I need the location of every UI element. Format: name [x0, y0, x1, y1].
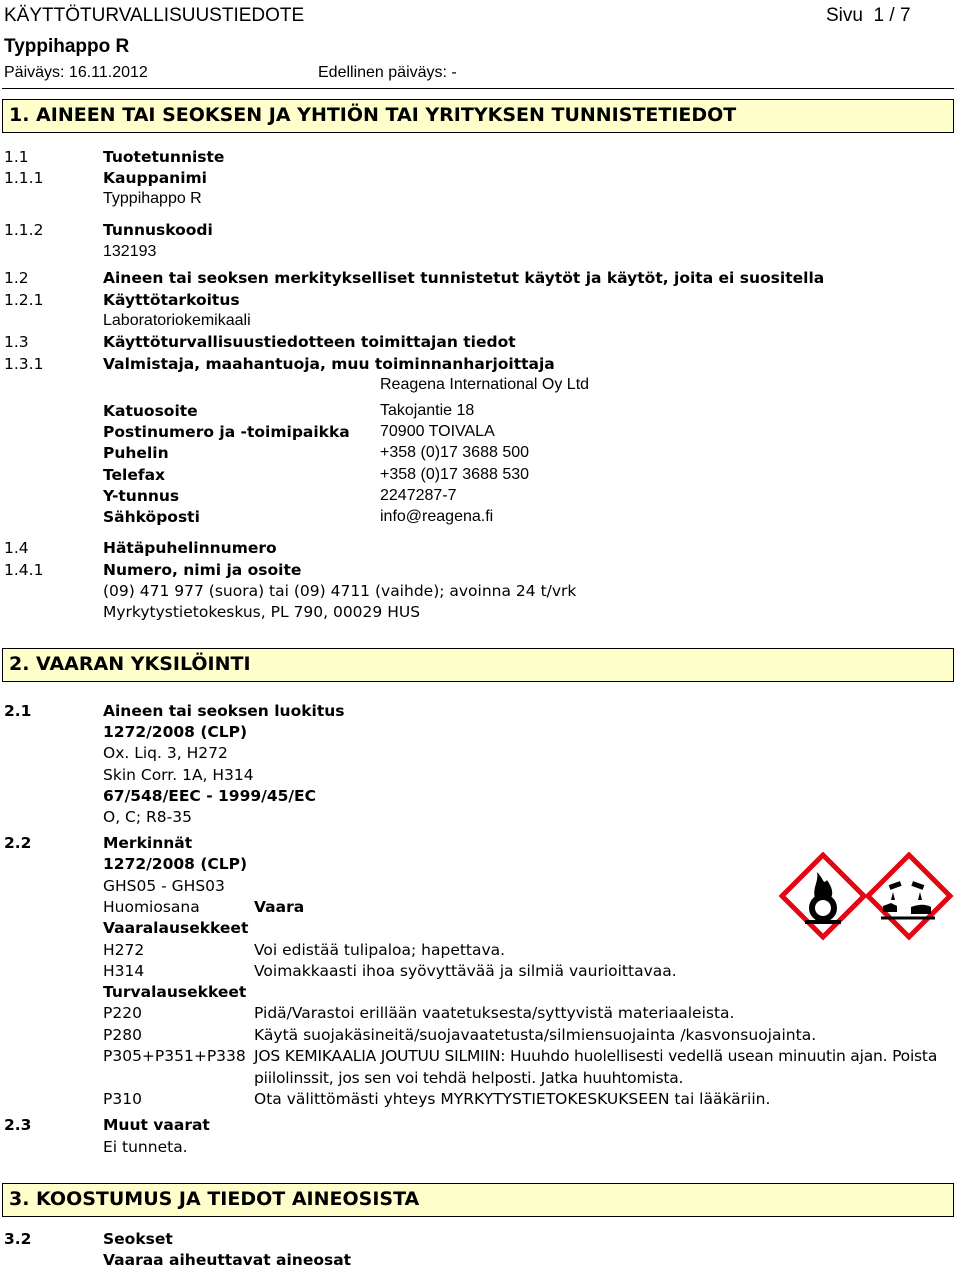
- precaution-text-p220: Pidä/Varastoi erillään vaatetuksesta/syttyvistä materiaaleista.: [254, 1004, 735, 1022]
- hazard-code-h272: H272: [103, 941, 145, 959]
- row-label-2-3: Muut vaarat: [103, 1116, 210, 1134]
- contact-label-email: Sähköposti: [103, 508, 200, 526]
- row-label-1-3-1: Valmistaja, maahantuoja, muu toiminnanharjoittaja: [103, 355, 555, 373]
- precaution-text-p305: JOS KEMIKAALIA JOUTUU SILMIIN: Huuhdo huolellisesti vedellä usean minuutin ajan. Poista piilolinssit, jos sen voi tehdä helposti. Jatka huuhtomista.: [254, 1047, 938, 1087]
- contact-label-postal: Postinumero ja -toimipaikka: [103, 423, 350, 441]
- row-label-1-1-1: Kauppanimi: [103, 169, 207, 187]
- contact-value-business-id: 2247287-7: [380, 487, 457, 504]
- hazard-code-h314: H314: [103, 962, 145, 980]
- eec-heading: 67/548/EEC - 1999/45/EC: [103, 787, 317, 805]
- precaution-code-p220: P220: [103, 1004, 142, 1022]
- previous-date-field: [318, 63, 457, 83]
- row-label-3-2: Seokset: [103, 1230, 173, 1248]
- ghs-codes: GHS05 - GHS03: [103, 877, 225, 895]
- row-label-1-3: Käyttöturvallisuustiedotteen toimittajan tiedot: [103, 333, 516, 351]
- row-label-1-1-2: Tunnuskoodi: [103, 221, 213, 239]
- contact-value-phone: +358 (0)17 3688 500: [380, 444, 530, 461]
- use-value: Laboratoriokemikaali: [103, 312, 251, 329]
- precaution-text-p280: Käytä suojakäsineitä/suojavaatetusta/silmiensuojainta /kasvonsuojainta.: [254, 1026, 817, 1044]
- contact-label-street: Katuosoite: [103, 402, 198, 420]
- labelling-clp-heading: 1272/2008 (CLP): [103, 855, 248, 873]
- section-2-title: 2. VAARAN YKSILÖINTI: [2, 648, 954, 682]
- page-total: 7: [899, 5, 911, 26]
- row-num-3-2: 3.2: [4, 1230, 32, 1248]
- contact-value-street: Takojantie 18: [380, 402, 475, 419]
- date-label: Päiväys:: [4, 64, 65, 81]
- precaution-code-p305: P305+P351+P338: [103, 1047, 246, 1065]
- row-num-1-2: 1.2: [4, 269, 29, 287]
- hazard-text-h272: Voi edistää tulipaloa; hapettava.: [254, 941, 506, 959]
- emergency-phone-text: (09) 471 977 (suora) tai (09) 4711 (vaihde); avoinna 24 t/vrk: [103, 582, 577, 600]
- row-label-1-4-1: Numero, nimi ja osoite: [103, 561, 302, 579]
- date-field: [4, 63, 148, 83]
- section-1-title: 1. AINEEN TAI SEOKSEN JA YHTIÖN TAI YRITYKSEN TUNNISTETIEDOT: [2, 99, 954, 133]
- signal-word-label: Huomiosana: [103, 898, 200, 916]
- clp-line-corrosive: Skin Corr. 1A, H314: [103, 766, 254, 784]
- row-num-2-2: 2.2: [4, 834, 32, 852]
- row-label-1-1: Tuotetunniste: [103, 148, 225, 166]
- row-num-1-3: 1.3: [4, 333, 29, 351]
- document-title: KÄYTTÖTURVALLISUUSTIEDOTE: [4, 5, 305, 26]
- contact-value-fax: +358 (0)17 3688 530: [380, 466, 530, 483]
- page-label: Sivu: [826, 5, 863, 26]
- eec-line: O, C; R8-35: [103, 808, 192, 826]
- clp-line-oxidizer: Ox. Liq. 3, H272: [103, 744, 228, 762]
- header-rule: [2, 88, 954, 89]
- page-indicator: [826, 4, 911, 28]
- page-current: 1: [873, 5, 885, 26]
- row-label-1-4: Hätäpuhelinnumero: [103, 539, 277, 557]
- row-num-1-2-1: 1.2.1: [4, 291, 44, 309]
- hazard-statements-heading: Vaaralausekkeet: [103, 919, 249, 937]
- row-label-1-2: Aineen tai seoksen merkitykselliset tunnistetut käytöt ja käytöt, joita ei suositella: [103, 269, 825, 287]
- trade-name-value: Typpihappo R: [103, 190, 202, 207]
- row-label-2-2: Merkinnät: [103, 834, 193, 852]
- contact-label-phone: Puhelin: [103, 444, 169, 462]
- contact-value-postal: 70900 TOIVALA: [380, 423, 495, 440]
- row-num-1-3-1: 1.3.1: [4, 355, 44, 373]
- previous-date-value: -: [451, 64, 457, 81]
- row-num-1-1-2: 1.1.2: [4, 221, 44, 239]
- row-num-2-3: 2.3: [4, 1116, 32, 1134]
- ghs05-corrosive-icon: [868, 855, 950, 937]
- row-num-1-1-1: 1.1.1: [4, 169, 44, 187]
- precaution-code-p310: P310: [103, 1090, 142, 1108]
- row-num-1-4: 1.4: [4, 539, 29, 557]
- precautionary-statements-heading: Turvalausekkeet: [103, 983, 247, 1001]
- contact-value-email[interactable]: info@reagena.fi: [380, 508, 494, 525]
- contact-label-business-id: Y-tunnus: [103, 487, 180, 505]
- precaution-text-p310: Ota välittömästi yhteys MYRKYTYSTIETOKESKUKSEEN tai lääkäriin.: [254, 1090, 771, 1108]
- row-num-1-4-1: 1.4.1: [4, 561, 44, 579]
- date-value: 16.11.2012: [68, 64, 148, 81]
- row-label-1-2-1: Käyttötarkoitus: [103, 291, 240, 309]
- hazard-text-h314: Voimakkaasti ihoa syövyttävää ja silmiä vaurioittavaa.: [254, 962, 677, 980]
- other-hazards-value: Ei tunneta.: [103, 1138, 188, 1156]
- signal-word: Vaara: [254, 898, 305, 916]
- clp-heading: 1272/2008 (CLP): [103, 723, 248, 741]
- company-name: Reagena International Oy Ltd: [380, 376, 590, 393]
- ghs-pictograms: [779, 852, 955, 942]
- hazardous-components-heading: Vaaraa aiheuttavat aineosat: [103, 1251, 352, 1269]
- previous-date-label: Edellinen päiväys:: [318, 64, 447, 81]
- row-num-1-1: 1.1: [4, 148, 29, 166]
- ghs03-oxidizer-icon: [782, 855, 864, 937]
- row-label-2-1: Aineen tai seoksen luokitus: [103, 702, 345, 720]
- page-separator: /: [889, 5, 895, 26]
- precaution-code-p280: P280: [103, 1026, 142, 1044]
- section-3-title: 3. KOOSTUMUS JA TIEDOT AINEOSISTA: [2, 1183, 954, 1217]
- product-name: Typpihappo R: [4, 36, 130, 57]
- product-code-value: 132193: [103, 243, 157, 260]
- contact-label-fax: Telefax: [103, 466, 166, 484]
- emergency-address-text: Myrkytystietokeskus, PL 790, 00029 HUS: [103, 603, 421, 621]
- row-num-2-1: 2.1: [4, 702, 32, 720]
